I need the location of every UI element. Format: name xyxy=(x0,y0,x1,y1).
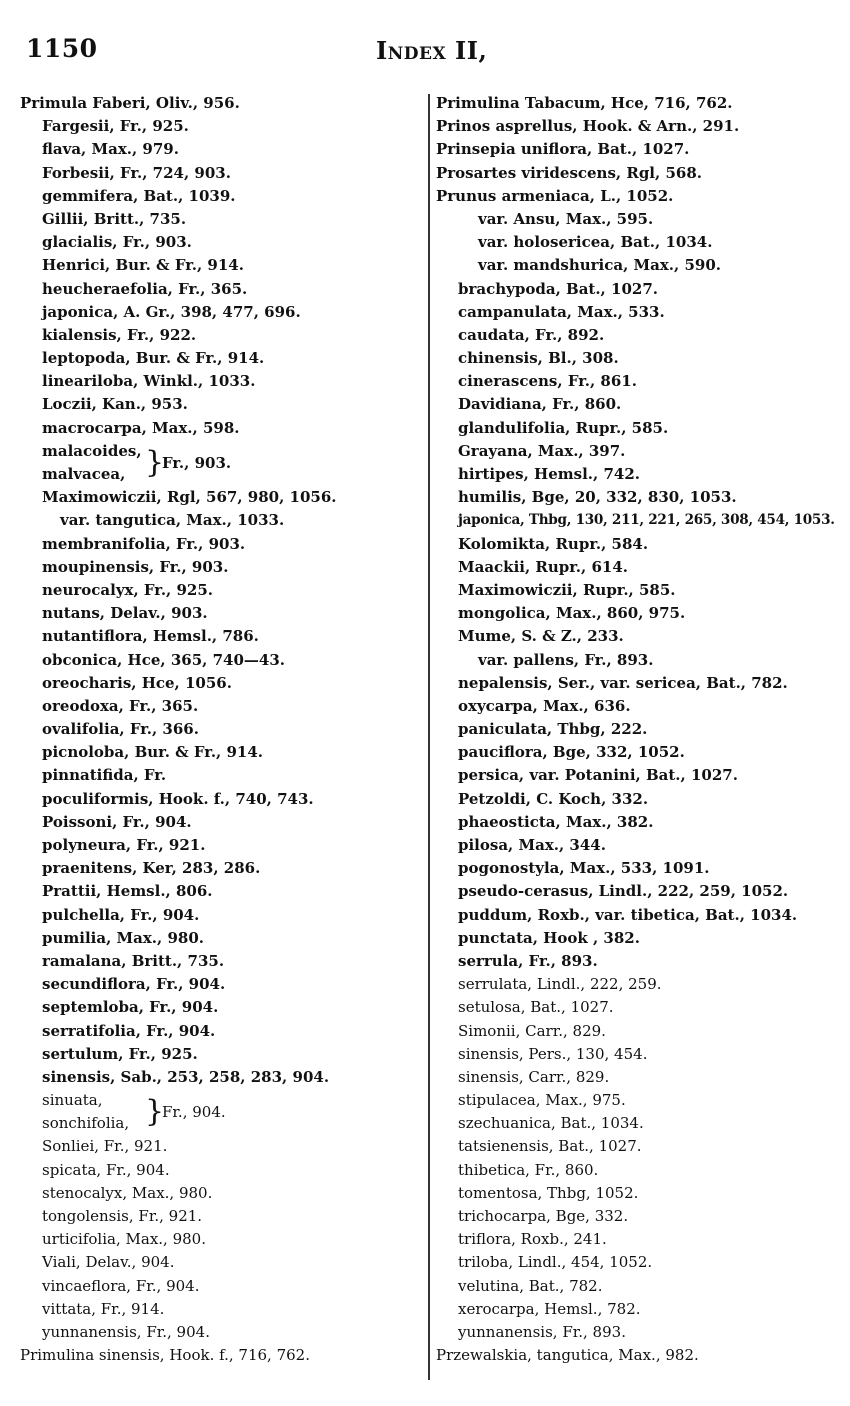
bracketed-reference: Fr., 903. xyxy=(162,453,232,472)
index-entry: nutantiflora, Hemsl., 786. xyxy=(42,627,259,646)
bracketed-reference: Fr., 904. xyxy=(162,1103,226,1122)
index-entry-variety: var. Ansu, Max., 595. xyxy=(478,209,654,228)
index-entry: Grayana, Max., 397. xyxy=(458,441,626,460)
index-entry: sinensis, Carr., 829. xyxy=(458,1067,610,1086)
index-entry: setulosa, Bat., 1027. xyxy=(458,998,614,1017)
index-entry: hirtipes, Hemsl., 742. xyxy=(458,465,640,483)
index-entry: pogonostyla, Max., 533, 1091. xyxy=(458,859,710,878)
index-entry: lineariloba, Winkl., 1033. xyxy=(42,372,256,391)
index-entry: sinensis, Sab., 253, 258, 283, 904. xyxy=(42,1067,330,1086)
index-entry-head: Primula Faberi, Oliv., 956. xyxy=(20,94,240,112)
running-head: Index II, xyxy=(376,36,488,65)
index-entry: Maximowiczii, Rupr., 585. xyxy=(458,580,676,599)
index-entry: thibetica, Fr., 860. xyxy=(458,1160,599,1179)
index-entry: urticifolia, Max., 980. xyxy=(42,1230,206,1249)
index-entry: secundiflora, Fr., 904. xyxy=(42,975,226,994)
index-entry: triloba, Lindl., 454, 1052. xyxy=(458,1253,653,1272)
index-entry: Loczii, Kan., 953. xyxy=(42,395,188,414)
page-number: 1150 xyxy=(26,34,98,63)
index-entry-variety: var. holosericea, Bat., 1034. xyxy=(478,233,713,252)
index-entry: puddum, Roxb., var. tibetica, Bat., 1034. xyxy=(458,905,798,924)
index-entry: septemloba, Fr., 904. xyxy=(42,998,219,1017)
index-entry: ramalana, Britt., 735. xyxy=(42,951,225,970)
index-entry: cinerascens, Fr., 861. xyxy=(458,372,637,391)
index-entry: serratifolia, Fr., 904. xyxy=(42,1021,216,1040)
index-entry: moupinensis, Fr., 903. xyxy=(42,557,229,576)
index-entry: Fargesii, Fr., 925. xyxy=(42,117,189,136)
index-entry: Viali, Delav., 904. xyxy=(42,1253,175,1272)
index-entry: serrulata, Lindl., 222, 259. xyxy=(458,975,662,994)
index-entry: velutina, Bat., 782. xyxy=(458,1276,603,1295)
index-entry: Maximowiczii, Rgl, 567, 980, 1056. xyxy=(42,488,337,507)
index-entry: nutans, Delav., 903. xyxy=(42,604,208,623)
left-column xyxy=(20,92,420,1367)
curly-brace: } xyxy=(145,1094,165,1130)
index-entry: paniculata, Thbg, 222. xyxy=(458,720,648,739)
index-entry: membranifolia, Fr., 903. xyxy=(42,534,246,553)
index-entry: Simonii, Carr., 829. xyxy=(458,1021,606,1040)
index-entry: tongolensis, Fr., 921. xyxy=(42,1207,203,1226)
index-entry: Davidiana, Fr., 860. xyxy=(458,395,622,414)
index-entry: oreocharis, Hce, 1056. xyxy=(42,673,232,692)
index-entry: glacialis, Fr., 903. xyxy=(42,233,192,252)
bracketed-entry-group xyxy=(20,440,420,486)
index-entry: stipulacea, Max., 975. xyxy=(458,1091,626,1110)
index-entry: Gillii, Britt., 735. xyxy=(42,209,187,228)
index-entry: obconica, Hce, 365, 740—43. xyxy=(42,650,285,669)
index-entry: caudata, Fr., 892. xyxy=(458,325,605,344)
index-entry: stenocalyx, Max., 980. xyxy=(42,1183,213,1202)
index-entry: nepalensis, Ser., var. sericea, Bat., 782. xyxy=(458,673,788,692)
index-entry: tomentosa, Thbg, 1052. xyxy=(458,1183,639,1202)
index-entry: poculiformis, Hook. f., 740, 743. xyxy=(42,789,314,808)
index-entry: Prattii, Hemsl., 806. xyxy=(42,882,213,901)
index-entry: sertulum, Fr., 925. xyxy=(42,1044,198,1063)
index-entry: yunnanensis, Fr., 893. xyxy=(458,1322,626,1341)
index-entry: polyneura, Fr., 921. xyxy=(42,836,206,855)
index-entry: brachypoda, Bat., 1027. xyxy=(458,279,658,298)
bracketed-entry-group xyxy=(20,1089,420,1135)
index-entry: japonica, A. Gr., 398, 477, 696. xyxy=(42,302,301,321)
index-entry: kialensis, Fr., 922. xyxy=(42,325,197,344)
index-entry: punctata, Hook , 382. xyxy=(458,928,640,947)
index-entry: oxycarpa, Max., 636. xyxy=(458,696,631,715)
index-entry: serrula, Fr., 893. xyxy=(458,951,598,970)
index-entry: Petzoldi, C. Koch, 332. xyxy=(458,789,649,808)
index-entry-head: Prosartes viridescens, Rgl, 568. xyxy=(436,163,702,182)
index-entry: Mume, S. & Z., 233. xyxy=(458,627,624,646)
index-entry: leptopoda, Bur. & Fr., 914. xyxy=(42,349,265,368)
index-entry-variety: var. tangutica, Max., 1033. xyxy=(60,511,285,530)
index-entry: vincaeflora, Fr., 904. xyxy=(42,1276,200,1295)
index-entry: chinensis, Bl., 308. xyxy=(458,349,619,368)
index-entry: sinensis, Pers., 130, 454. xyxy=(458,1044,648,1063)
index-entry: Sonliei, Fr., 921. xyxy=(42,1137,168,1156)
index-entry: szechuanica, Bat., 1034. xyxy=(458,1114,644,1133)
index-entry: flava, Max., 979. xyxy=(42,140,179,159)
index-entry: pilosa, Max., 344. xyxy=(458,836,606,854)
index-entry: japonica, Thbg, 130, 211, 221, 265, 308, 454, 1053. xyxy=(458,512,835,529)
index-entry-head: Prinos asprellus, Hook. & Arn., 291. xyxy=(436,117,740,136)
index-entry: malacoides, xyxy=(42,441,142,460)
index-entry: Forbesii, Fr., 724, 903. xyxy=(42,163,231,182)
index-entry: phaeosticta, Max., 382. xyxy=(458,812,654,831)
index-entry-head: Przewalskia, tangutica, Max., 982. xyxy=(436,1346,699,1365)
index-entry: pseudo-cerasus, Lindl., 222, 259, 1052. xyxy=(458,882,789,901)
index-entry: sinuata, xyxy=(42,1091,103,1110)
index-entry: pulchella, Fr., 904. xyxy=(42,905,200,924)
index-entry: vittata, Fr., 914. xyxy=(42,1299,165,1318)
index-entry: glandulifolia, Rupr., 585. xyxy=(458,418,669,437)
index-entry-head: Primulina sinensis, Hook. f., 716, 762. xyxy=(20,1346,310,1365)
index-entry: Henrici, Bur. & Fr., 914. xyxy=(42,256,244,275)
index-entry-head: Prunus armeniaca, L., 1052. xyxy=(436,186,674,205)
index-entry: oreodoxa, Fr., 365. xyxy=(42,696,199,715)
index-entry: sonchifolia, xyxy=(42,1114,130,1133)
index-entry-head: Prinsepia uniflora, Bat., 1027. xyxy=(436,140,690,159)
index-entry: gemmifera, Bat., 1039. xyxy=(42,186,236,205)
index-entry: neurocalyx, Fr., 925. xyxy=(42,580,214,599)
index-entry: Maackii, Rupr., 614. xyxy=(458,557,628,576)
index-entry: ovalifolia, Fr., 366. xyxy=(42,720,199,739)
index-entry: pauciflora, Bge, 332, 1052. xyxy=(458,743,685,762)
index-entry: humilis, Bge, 20, 332, 830, 1053. xyxy=(458,488,737,507)
index-entry: pumilia, Max., 980. xyxy=(42,928,204,947)
index-entry: yunnanensis, Fr., 904. xyxy=(42,1322,210,1341)
index-entry: xerocarpa, Hemsl., 782. xyxy=(458,1299,641,1318)
index-entry: praenitens, Ker, 283, 286. xyxy=(42,859,261,878)
index-entry: campanulata, Max., 533. xyxy=(458,302,665,321)
index-entry: trichocarpa, Bge, 332. xyxy=(458,1207,629,1225)
index-entry: malvacea, xyxy=(42,465,126,483)
index-entry-variety: var. mandshurica, Max., 590. xyxy=(478,256,722,275)
index-entry: macrocarpa, Max., 598. xyxy=(42,418,240,437)
index-entry: persica, var. Potanini, Bat., 1027. xyxy=(458,766,738,785)
index-entry: picnoloba, Bur. & Fr., 914. xyxy=(42,743,264,762)
index-entry: spicata, Fr., 904. xyxy=(42,1160,170,1179)
index-entry: tatsienensis, Bat., 1027. xyxy=(458,1137,642,1156)
index-entry: pinnatifida, Fr. xyxy=(42,766,167,785)
right-column xyxy=(436,92,846,1367)
curly-brace: } xyxy=(145,444,165,480)
index-entry-variety: var. pallens, Fr., 893. xyxy=(478,650,654,669)
index-entry: mongolica, Max., 860, 975. xyxy=(458,604,686,623)
column-divider xyxy=(428,94,430,1380)
index-entry: Poissoni, Fr., 904. xyxy=(42,812,192,831)
index-entry: heucheraefolia, Fr., 365. xyxy=(42,279,248,298)
index-entry-head: Primulina Tabacum, Hce, 716, 762. xyxy=(436,94,733,112)
index-entry: triflora, Roxb., 241. xyxy=(458,1230,607,1249)
index-entry: Kolomikta, Rupr., 584. xyxy=(458,534,649,553)
